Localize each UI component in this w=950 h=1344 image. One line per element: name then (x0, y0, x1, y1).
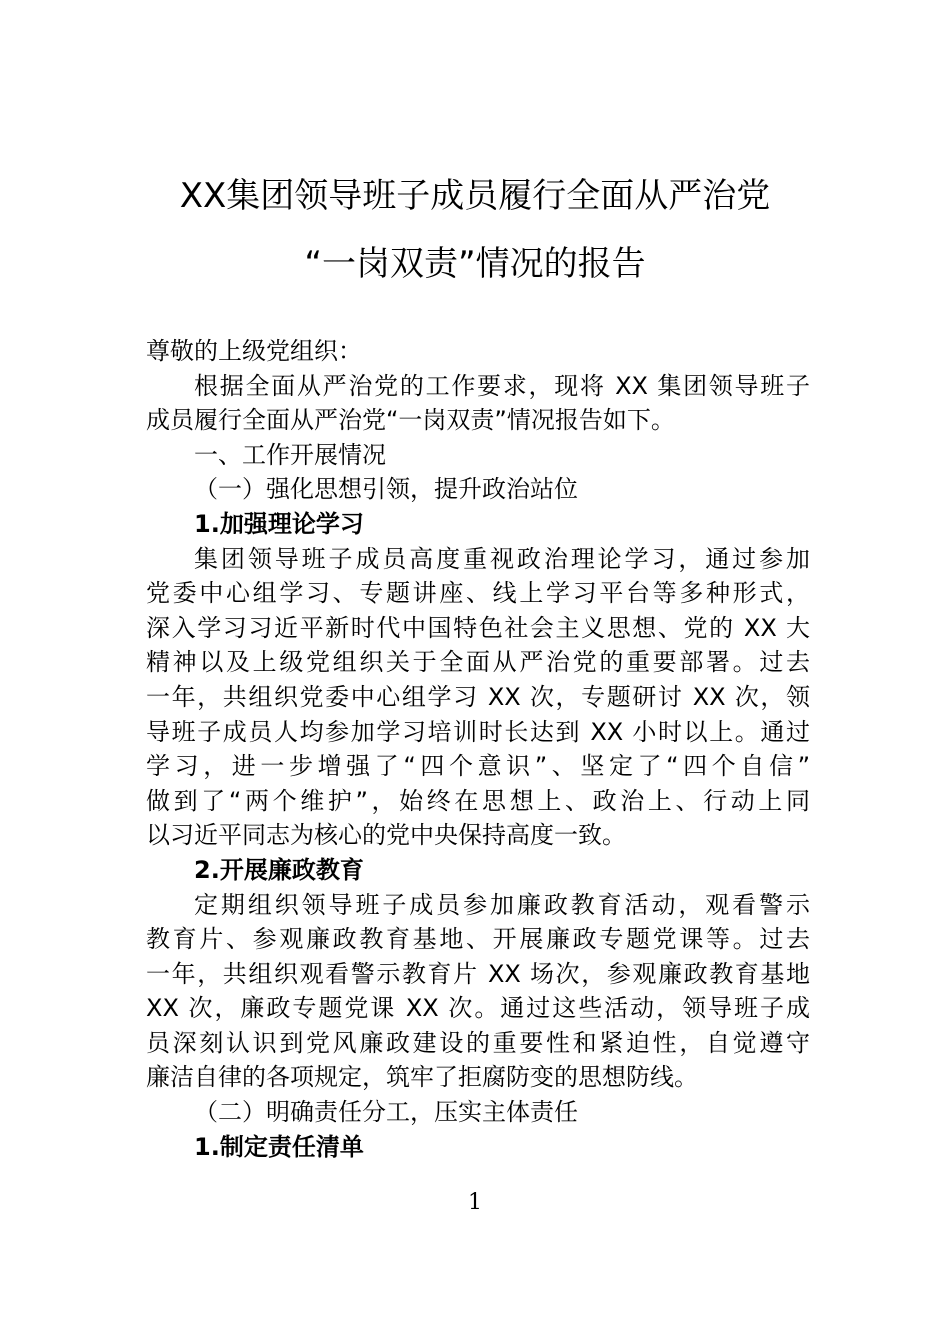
document-title-line-2: “一岗双责”情况的报告 (304, 244, 646, 284)
paragraph-line: 学习，进一步增强了“四个意识”、坚定了“四个自信” (146, 752, 810, 781)
document-title-line-1: XX集团领导班子成员履行全面从严治党 (179, 176, 771, 216)
paragraph-line: （一）强化思想引领，提升政治站位 (194, 475, 578, 504)
paragraph-line: 以习近平同志为核心的党中央保持高度一致。 (146, 821, 626, 850)
section-heading-line: 1.加强理论学习 (194, 509, 364, 538)
paragraph-line: 做到了“两个维护”，始终在思想上、政治上、行动上同 (146, 786, 810, 815)
paragraph-line: 成员履行全面从严治党“一岗双责”情况报告如下。 (146, 406, 675, 435)
paragraph-line: 尊敬的上级党组织： (146, 337, 362, 365)
paragraph-line: （二）明确责任分工，压实主体责任 (194, 1098, 578, 1127)
paragraph-line: 定期组织领导班子成员参加廉政教育活动，观看警示 (194, 890, 810, 919)
paragraph-line: 集团领导班子成员高度重视政治理论学习，通过参加 (194, 544, 810, 573)
paragraph-line: 根据全面从严治党的工作要求，现将 XX 集团领导班子 (194, 371, 810, 400)
paragraph-line: 一年，共组织党委中心组学习 XX 次，专题研讨 XX 次，领 (146, 682, 810, 711)
paragraph-line: XX 次，廉政专题党课 XX 次。通过这些活动，领导班子成 (146, 994, 810, 1023)
document-body (146, 334, 810, 1164)
paragraph-line: 一年，共组织观看警示教育片 XX 场次，参观廉政教育基地 (146, 959, 810, 988)
paragraph-line: 一、工作开展情况 (194, 440, 386, 469)
paragraph-line: 党委中心组学习、专题讲座、线上学习平台等多种形式， (146, 579, 810, 608)
paragraph-line: 教育片、参观廉政教育基地、开展廉政专题党课等。过去 (146, 925, 810, 954)
paragraph-line: 深入学习习近平新时代中国特色社会主义思想、党的 XX 大 (146, 613, 810, 642)
section-heading-line: 1.制定责任清单 (194, 1132, 364, 1161)
paragraph-line: 导班子成员人均参加学习培训时长达到 XX 小时以上。通过 (146, 717, 810, 746)
paragraph-line: 廉洁自律的各项规定，筑牢了拒腐防变的思想防线。 (146, 1063, 698, 1092)
section-heading-line: 2.开展廉政教育 (194, 855, 364, 884)
paragraph-line: 员深刻认识到党风廉政建设的重要性和紧迫性，自觉遵守 (146, 1028, 810, 1057)
page-number: 1 (468, 1190, 482, 1215)
paragraph-line: 精神以及上级党组织关于全面从严治党的重要部署。过去 (146, 648, 810, 677)
